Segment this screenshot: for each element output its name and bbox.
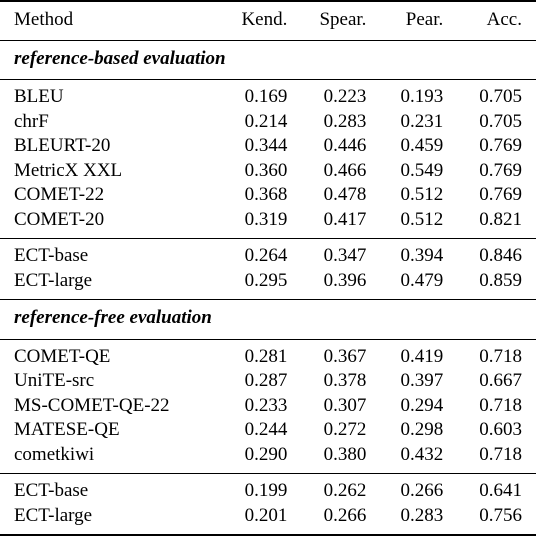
pearson-cell: 0.549	[400, 159, 444, 181]
spearman-cell: 0.262	[287, 474, 366, 504]
table-row	[0, 208, 536, 239]
accuracy-cell: 0.718	[479, 443, 522, 465]
method-cell: BLEURT-20	[14, 135, 111, 156]
pearson-cell: 0.432	[400, 443, 444, 465]
method-cell: COMET-20	[14, 208, 105, 230]
table-row	[0, 183, 536, 208]
accuracy-cell: 0.859	[479, 269, 522, 291]
accuracy-cell: 0.641	[443, 474, 536, 504]
accuracy-cell: 0.769	[479, 159, 522, 181]
spearman-cell: 0.478	[323, 184, 367, 205]
accuracy-cell: 0.603	[479, 419, 522, 440]
method-cell: MetricX XXL	[14, 159, 123, 181]
header-row	[0, 1, 536, 40]
kendall-cell: 0.264	[221, 239, 287, 269]
method-cell: cometkiwi	[14, 443, 95, 465]
kendall-cell: 0.169	[221, 80, 287, 110]
pearson-cell: 0.283	[366, 504, 443, 536]
pearson-cell: 0.419	[366, 339, 443, 369]
accuracy-cell: 0.846	[443, 239, 536, 269]
method-cell: COMET-22	[14, 184, 105, 205]
kendall-cell: 0.319	[244, 208, 288, 230]
spearman-cell: 0.466	[323, 159, 367, 181]
method-cell: chrF	[14, 110, 49, 132]
pearson-cell: 0.479	[400, 269, 444, 291]
accuracy-cell: 0.718	[479, 394, 522, 416]
kendall-cell: 0.281	[221, 339, 287, 369]
spearman-cell: 0.380	[323, 443, 367, 465]
method-cell: MS-COMET-QE-22	[14, 394, 170, 416]
table-row	[0, 239, 536, 269]
header-accuracy: Acc.	[443, 1, 536, 40]
spearman-cell: 0.307	[323, 394, 367, 416]
pearson-cell: 0.394	[366, 239, 443, 269]
section-title: reference-based evaluation	[0, 40, 536, 80]
table-row	[0, 369, 536, 394]
accuracy-cell: 0.821	[479, 208, 522, 230]
spearman-cell: 0.367	[287, 339, 366, 369]
method-cell: ECT-base	[0, 474, 221, 504]
accuracy-cell: 0.705	[479, 110, 522, 132]
accuracy-cell: 0.718	[443, 339, 536, 369]
spearman-cell: 0.283	[323, 110, 367, 132]
kendall-cell: 0.290	[244, 443, 288, 465]
pearson-cell: 0.459	[400, 135, 444, 156]
kendall-cell: 0.214	[244, 110, 288, 132]
pearson-cell: 0.397	[400, 370, 444, 391]
table-row	[0, 504, 536, 536]
pearson-cell: 0.512	[400, 208, 444, 230]
accuracy-cell: 0.667	[479, 370, 522, 391]
pearson-cell: 0.294	[400, 394, 444, 416]
accuracy-cell: 0.769	[479, 184, 522, 205]
accuracy-cell: 0.769	[479, 135, 522, 156]
header-kendall: Kend.	[221, 1, 287, 40]
table-row	[0, 339, 536, 369]
method-cell: ECT-large	[0, 504, 221, 536]
method-cell: ECT-base	[0, 239, 221, 269]
accuracy-cell: 0.756	[443, 504, 536, 536]
spearman-cell: 0.266	[287, 504, 366, 536]
pearson-cell: 0.193	[366, 80, 443, 110]
kendall-cell: 0.360	[244, 159, 288, 181]
pearson-cell: 0.298	[400, 419, 444, 440]
table-row	[0, 269, 536, 300]
spearman-cell: 0.223	[287, 80, 366, 110]
kendall-cell: 0.295	[244, 269, 288, 291]
table-row	[0, 134, 536, 159]
spearman-cell: 0.347	[287, 239, 366, 269]
kendall-cell: 0.201	[221, 504, 287, 536]
table-row	[0, 394, 536, 419]
method-cell: UniTE-src	[14, 370, 95, 391]
table-row	[0, 418, 536, 443]
table-row	[0, 443, 536, 474]
kendall-cell: 0.368	[244, 184, 288, 205]
header-spearman: Spear.	[287, 1, 366, 40]
section-header-row	[0, 40, 536, 80]
pearson-cell: 0.512	[400, 184, 444, 205]
pearson-cell: 0.231	[400, 110, 444, 132]
table-row	[0, 110, 536, 135]
kendall-cell: 0.244	[244, 419, 288, 440]
kendall-cell: 0.344	[244, 135, 288, 156]
spearman-cell: 0.417	[323, 208, 367, 230]
table-row	[0, 474, 536, 504]
table-row	[0, 80, 536, 110]
spearman-cell: 0.396	[323, 269, 367, 291]
section-header-row	[0, 300, 536, 340]
section-title: reference-free evaluation	[0, 300, 536, 340]
accuracy-cell: 0.705	[443, 80, 536, 110]
header-pearson: Pear.	[366, 1, 443, 40]
kendall-cell: 0.287	[244, 370, 288, 391]
spearman-cell: 0.272	[323, 419, 367, 440]
spearman-cell: 0.378	[323, 370, 367, 391]
method-cell: COMET-QE	[0, 339, 221, 369]
kendall-cell: 0.233	[244, 394, 288, 416]
table-body	[0, 40, 536, 535]
method-cell: MATESE-QE	[14, 419, 120, 440]
method-cell: BLEU	[0, 80, 221, 110]
kendall-cell: 0.199	[221, 474, 287, 504]
method-cell: ECT-large	[14, 269, 93, 291]
pearson-cell: 0.266	[366, 474, 443, 504]
table-row	[0, 159, 536, 184]
header-method: Method	[0, 1, 221, 40]
spearman-cell: 0.446	[323, 135, 367, 156]
